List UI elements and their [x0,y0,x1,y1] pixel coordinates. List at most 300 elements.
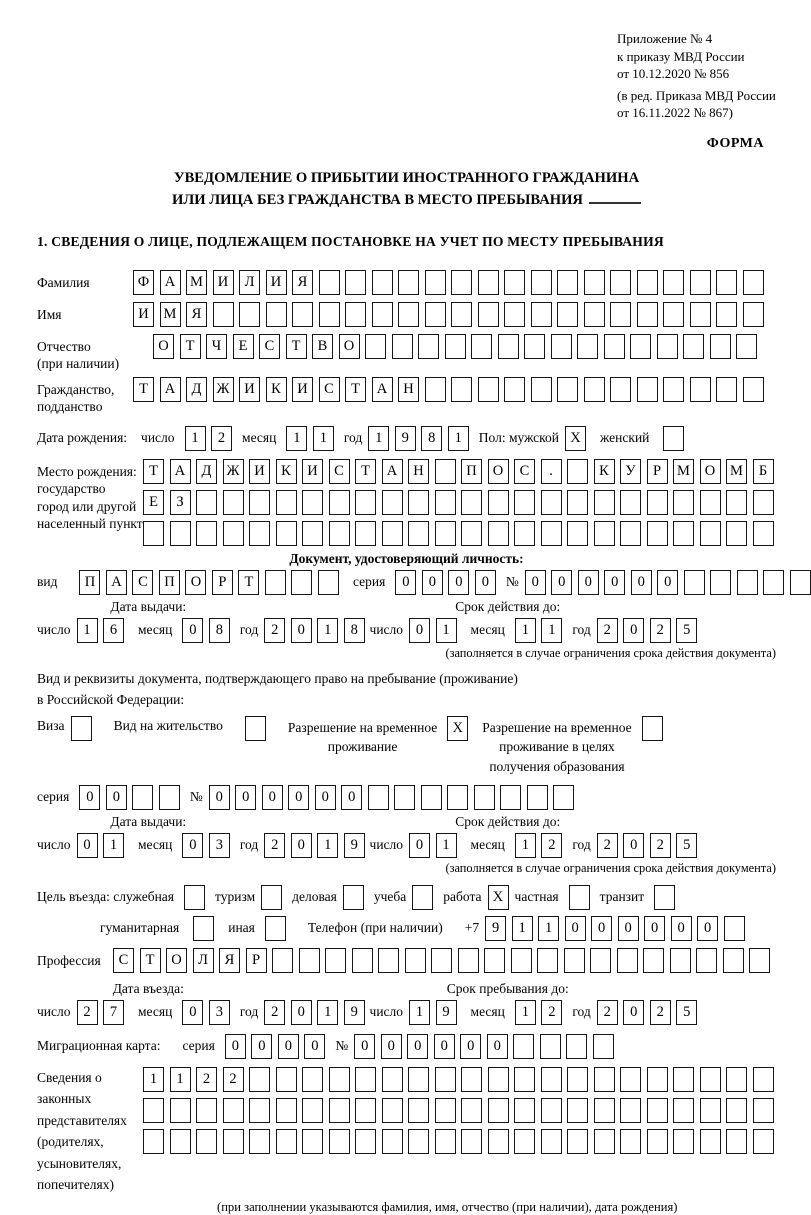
char-cell[interactable]: С [514,459,535,484]
char-cell[interactable] [435,521,456,546]
char-cell[interactable] [541,1098,562,1123]
char-cell[interactable] [378,948,399,973]
char-cell[interactable] [541,490,562,515]
char-cell[interactable] [398,302,419,327]
char-cell[interactable] [478,270,499,295]
char-cell[interactable]: 1 [317,833,338,858]
char-cell[interactable]: 2 [211,426,232,451]
char-cell[interactable] [690,270,711,295]
char-cell[interactable] [594,1129,615,1154]
char-cell[interactable]: О [153,334,174,359]
char-cell[interactable]: 0 [551,570,572,595]
char-cell[interactable]: М [186,270,207,295]
char-cell[interactable] [726,1067,747,1092]
char-cell[interactable]: 8 [344,618,365,643]
char-cell[interactable] [726,1098,747,1123]
char-cell[interactable]: 0 [409,833,430,858]
char-cell[interactable] [408,1098,429,1123]
char-cell[interactable] [223,521,244,546]
char-cell[interactable] [421,785,442,810]
char-cell[interactable] [372,302,393,327]
char-cell[interactable] [239,302,260,327]
char-cell[interactable] [551,334,572,359]
char-cell[interactable] [541,1067,562,1092]
char-cell[interactable]: 1 [436,618,457,643]
char-cell[interactable]: 0 [697,916,718,941]
char-cell[interactable] [514,1098,535,1123]
char-cell[interactable] [412,885,433,910]
char-cell[interactable]: 0 [631,570,652,595]
char-cell[interactable] [461,490,482,515]
char-cell[interactable] [567,490,588,515]
char-cell[interactable]: 1 [317,618,338,643]
char-cell[interactable] [594,521,615,546]
char-cell[interactable] [355,1067,376,1092]
char-cell[interactable] [726,490,747,515]
char-cell[interactable]: 3 [209,1000,230,1025]
char-cell[interactable] [753,490,774,515]
char-cell[interactable] [620,490,641,515]
char-cell[interactable] [637,302,658,327]
char-cell[interactable]: 1 [368,426,389,451]
char-cell[interactable]: И [239,377,260,402]
char-cell[interactable] [620,1098,641,1123]
char-cell[interactable] [567,459,588,484]
char-cell[interactable]: 9 [436,1000,457,1025]
char-cell[interactable] [451,377,472,402]
char-cell[interactable]: 1 [436,833,457,858]
char-cell[interactable] [647,1098,668,1123]
char-cell[interactable] [223,1098,244,1123]
char-cell[interactable]: 0 [623,618,644,643]
char-cell[interactable]: О [700,459,721,484]
char-cell[interactable] [329,1067,350,1092]
char-cell[interactable] [700,1067,721,1092]
char-cell[interactable] [319,302,340,327]
char-cell[interactable]: Я [186,302,207,327]
char-cell[interactable] [266,302,287,327]
char-cell[interactable]: 2 [541,833,562,858]
char-cell[interactable]: 2 [650,618,671,643]
char-cell[interactable] [540,1034,561,1059]
char-cell[interactable] [343,885,364,910]
char-cell[interactable]: 2 [77,1000,98,1025]
char-cell[interactable] [302,1067,323,1092]
char-cell[interactable] [461,1098,482,1123]
char-cell[interactable] [184,885,205,910]
char-cell[interactable] [498,334,519,359]
char-cell[interactable] [302,521,323,546]
char-cell[interactable]: Т [140,948,161,973]
char-cell[interactable] [249,521,270,546]
char-cell[interactable]: 0 [354,1034,375,1059]
char-cell[interactable]: 0 [407,1034,428,1059]
char-cell[interactable] [584,270,605,295]
char-cell[interactable]: 0 [315,785,336,810]
char-cell[interactable]: 0 [623,833,644,858]
char-cell[interactable] [372,270,393,295]
char-cell[interactable]: 2 [597,618,618,643]
char-cell[interactable] [637,377,658,402]
char-cell[interactable] [753,1067,774,1092]
char-cell[interactable]: 0 [565,916,586,941]
char-cell[interactable]: X [565,426,586,451]
char-cell[interactable]: 0 [288,785,309,810]
char-cell[interactable] [696,948,717,973]
char-cell[interactable] [593,1034,614,1059]
char-cell[interactable] [790,570,811,595]
char-cell[interactable] [724,916,745,941]
char-cell[interactable] [394,785,415,810]
char-cell[interactable] [488,1067,509,1092]
char-cell[interactable] [143,1098,164,1123]
char-cell[interactable] [329,1098,350,1123]
char-cell[interactable] [249,1098,270,1123]
char-cell[interactable]: 1 [317,1000,338,1025]
char-cell[interactable]: Т [345,377,366,402]
char-cell[interactable] [382,521,403,546]
char-cell[interactable]: 9 [344,833,365,858]
char-cell[interactable]: 0 [591,916,612,941]
char-cell[interactable]: X [488,885,509,910]
char-cell[interactable] [647,1129,668,1154]
char-cell[interactable]: 5 [676,1000,697,1025]
char-cell[interactable]: В [312,334,333,359]
char-cell[interactable] [749,948,770,973]
char-cell[interactable] [647,521,668,546]
char-cell[interactable] [159,785,180,810]
char-cell[interactable]: А [106,570,127,595]
char-cell[interactable]: 0 [395,570,416,595]
char-cell[interactable] [471,334,492,359]
char-cell[interactable] [484,948,505,973]
char-cell[interactable]: 0 [578,570,599,595]
char-cell[interactable]: 9 [395,426,416,451]
char-cell[interactable] [319,270,340,295]
char-cell[interactable]: 8 [421,426,442,451]
char-cell[interactable] [408,1067,429,1092]
char-cell[interactable] [474,785,495,810]
char-cell[interactable] [690,302,711,327]
char-cell[interactable]: 3 [209,833,230,858]
char-cell[interactable]: П [159,570,180,595]
char-cell[interactable] [716,302,737,327]
char-cell[interactable]: 0 [106,785,127,810]
char-cell[interactable] [445,334,466,359]
char-cell[interactable] [488,521,509,546]
char-cell[interactable]: 0 [341,785,362,810]
char-cell[interactable]: Я [292,270,313,295]
char-cell[interactable]: 1 [541,618,562,643]
char-cell[interactable]: Л [193,948,214,973]
char-cell[interactable] [451,302,472,327]
char-cell[interactable] [663,377,684,402]
char-cell[interactable] [196,1098,217,1123]
char-cell[interactable] [488,490,509,515]
char-cell[interactable]: 0 [235,785,256,810]
char-cell[interactable] [193,916,214,941]
char-cell[interactable] [504,270,525,295]
char-cell[interactable] [564,948,585,973]
char-cell[interactable]: Т [286,334,307,359]
char-cell[interactable] [723,948,744,973]
char-cell[interactable]: Т [143,459,164,484]
char-cell[interactable] [213,302,234,327]
char-cell[interactable]: 2 [264,618,285,643]
char-cell[interactable] [365,334,386,359]
char-cell[interactable]: Т [180,334,201,359]
char-cell[interactable] [531,302,552,327]
char-cell[interactable]: 0 [604,570,625,595]
char-cell[interactable] [541,521,562,546]
char-cell[interactable]: 1 [515,833,536,858]
char-cell[interactable] [170,521,191,546]
char-cell[interactable] [170,1129,191,1154]
char-cell[interactable]: 8 [209,618,230,643]
char-cell[interactable] [514,490,535,515]
char-cell[interactable] [594,490,615,515]
char-cell[interactable] [451,270,472,295]
char-cell[interactable]: 0 [291,833,312,858]
char-cell[interactable]: 1 [286,426,307,451]
char-cell[interactable]: 0 [487,1034,508,1059]
char-cell[interactable]: А [372,377,393,402]
char-cell[interactable] [514,1067,535,1092]
char-cell[interactable]: 1 [512,916,533,941]
char-cell[interactable] [276,1129,297,1154]
char-cell[interactable] [620,1067,641,1092]
char-cell[interactable] [663,270,684,295]
char-cell[interactable]: 0 [460,1034,481,1059]
char-cell[interactable]: П [461,459,482,484]
char-cell[interactable] [249,490,270,515]
char-cell[interactable] [382,1098,403,1123]
char-cell[interactable]: С [259,334,280,359]
char-cell[interactable] [488,1129,509,1154]
char-cell[interactable]: Ж [213,377,234,402]
char-cell[interactable]: 9 [485,916,506,941]
char-cell[interactable]: 2 [223,1067,244,1092]
char-cell[interactable] [329,521,350,546]
char-cell[interactable] [478,302,499,327]
char-cell[interactable]: И [302,459,323,484]
char-cell[interactable]: 9 [344,1000,365,1025]
char-cell[interactable] [537,948,558,973]
char-cell[interactable]: Е [233,334,254,359]
char-cell[interactable] [683,334,704,359]
char-cell[interactable] [557,270,578,295]
char-cell[interactable] [435,490,456,515]
char-cell[interactable] [458,948,479,973]
char-cell[interactable] [610,270,631,295]
char-cell[interactable] [302,490,323,515]
char-cell[interactable]: И [133,302,154,327]
char-cell[interactable] [196,490,217,515]
char-cell[interactable] [382,490,403,515]
char-cell[interactable] [355,521,376,546]
char-cell[interactable]: Ч [206,334,227,359]
char-cell[interactable] [531,377,552,402]
char-cell[interactable]: 2 [541,1000,562,1025]
char-cell[interactable]: М [160,302,181,327]
char-cell[interactable] [700,1098,721,1123]
char-cell[interactable]: Н [398,377,419,402]
char-cell[interactable] [514,1129,535,1154]
char-cell[interactable] [265,916,286,941]
char-cell[interactable] [302,1129,323,1154]
char-cell[interactable]: О [339,334,360,359]
char-cell[interactable]: 0 [671,916,692,941]
char-cell[interactable] [663,426,684,451]
char-cell[interactable]: 1 [515,618,536,643]
char-cell[interactable]: 0 [182,1000,203,1025]
char-cell[interactable]: Т [238,570,259,595]
char-cell[interactable] [637,270,658,295]
char-cell[interactable]: А [160,270,181,295]
char-cell[interactable] [726,1129,747,1154]
char-cell[interactable] [196,1129,217,1154]
char-cell[interactable]: А [382,459,403,484]
char-cell[interactable]: Б [753,459,774,484]
char-cell[interactable]: 1 [170,1067,191,1092]
char-cell[interactable]: 1 [185,426,206,451]
char-cell[interactable] [569,885,590,910]
char-cell[interactable] [291,570,312,595]
char-cell[interactable]: Л [239,270,260,295]
char-cell[interactable]: Ж [223,459,244,484]
char-cell[interactable]: 2 [597,1000,618,1025]
char-cell[interactable]: 0 [409,618,430,643]
char-cell[interactable] [302,1098,323,1123]
char-cell[interactable] [617,948,638,973]
char-cell[interactable]: 1 [103,833,124,858]
char-cell[interactable] [355,1098,376,1123]
char-cell[interactable] [610,377,631,402]
char-cell[interactable] [716,270,737,295]
char-cell[interactable] [418,334,439,359]
char-cell[interactable] [643,948,664,973]
char-cell[interactable] [261,885,282,910]
char-cell[interactable]: И [249,459,270,484]
char-cell[interactable] [590,948,611,973]
char-cell[interactable] [276,1098,297,1123]
char-cell[interactable] [763,570,784,595]
char-cell[interactable] [743,377,764,402]
char-cell[interactable] [272,948,293,973]
char-cell[interactable]: 0 [182,618,203,643]
char-cell[interactable] [566,1034,587,1059]
char-cell[interactable] [504,302,525,327]
char-cell[interactable]: У [620,459,641,484]
char-cell[interactable]: 1 [77,618,98,643]
char-cell[interactable] [567,1098,588,1123]
char-cell[interactable]: Я [219,948,240,973]
char-cell[interactable]: И [292,377,313,402]
char-cell[interactable] [345,270,366,295]
char-cell[interactable] [245,716,266,741]
char-cell[interactable]: Р [246,948,267,973]
char-cell[interactable] [265,570,286,595]
char-cell[interactable] [620,1129,641,1154]
char-cell[interactable] [408,521,429,546]
char-cell[interactable] [690,377,711,402]
char-cell[interactable] [405,948,426,973]
char-cell[interactable] [753,1098,774,1123]
char-cell[interactable] [408,490,429,515]
char-cell[interactable] [743,302,764,327]
char-cell[interactable] [710,570,731,595]
char-cell[interactable] [382,1067,403,1092]
char-cell[interactable]: 5 [676,833,697,858]
char-cell[interactable] [392,334,413,359]
char-cell[interactable]: Т [355,459,376,484]
char-cell[interactable] [325,948,346,973]
char-cell[interactable] [584,302,605,327]
char-cell[interactable] [514,521,535,546]
char-cell[interactable] [425,377,446,402]
char-cell[interactable] [382,1129,403,1154]
char-cell[interactable]: 0 [448,570,469,595]
char-cell[interactable] [736,334,757,359]
char-cell[interactable]: 1 [538,916,559,941]
char-cell[interactable]: С [132,570,153,595]
char-cell[interactable]: 0 [291,1000,312,1025]
char-cell[interactable] [700,1129,721,1154]
char-cell[interactable]: X [447,716,468,741]
char-cell[interactable] [249,1067,270,1092]
char-cell[interactable] [684,570,705,595]
char-cell[interactable] [398,270,419,295]
char-cell[interactable] [584,377,605,402]
char-cell[interactable]: 7 [103,1000,124,1025]
char-cell[interactable] [737,570,758,595]
char-cell[interactable] [513,1034,534,1059]
char-cell[interactable] [647,490,668,515]
char-cell[interactable]: К [594,459,615,484]
char-cell[interactable]: О [166,948,187,973]
char-cell[interactable]: 1 [515,1000,536,1025]
char-cell[interactable] [567,1129,588,1154]
char-cell[interactable] [726,521,747,546]
char-cell[interactable]: 0 [251,1034,272,1059]
char-cell[interactable] [604,334,625,359]
char-cell[interactable] [355,490,376,515]
char-cell[interactable] [461,521,482,546]
char-cell[interactable] [647,1067,668,1092]
char-cell[interactable] [594,1098,615,1123]
char-cell[interactable]: 5 [676,618,697,643]
char-cell[interactable]: 0 [644,916,665,941]
char-cell[interactable]: 2 [196,1067,217,1092]
char-cell[interactable] [292,302,313,327]
char-cell[interactable]: А [160,377,181,402]
char-cell[interactable] [594,1067,615,1092]
char-cell[interactable]: 0 [262,785,283,810]
char-cell[interactable] [329,1129,350,1154]
char-cell[interactable]: К [276,459,297,484]
char-cell[interactable] [700,521,721,546]
char-cell[interactable] [511,948,532,973]
char-cell[interactable]: 0 [291,618,312,643]
char-cell[interactable] [143,1129,164,1154]
char-cell[interactable]: М [673,459,694,484]
char-cell[interactable] [673,490,694,515]
char-cell[interactable] [577,334,598,359]
char-cell[interactable]: 6 [103,618,124,643]
char-cell[interactable] [743,270,764,295]
char-cell[interactable] [642,716,663,741]
char-cell[interactable] [524,334,545,359]
